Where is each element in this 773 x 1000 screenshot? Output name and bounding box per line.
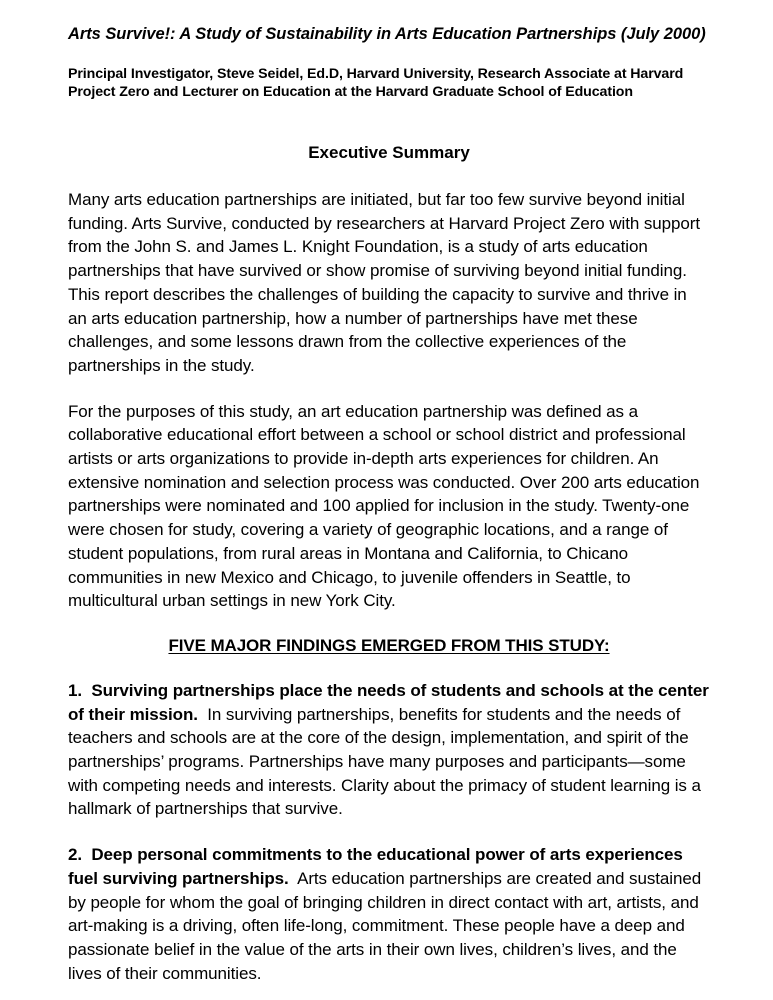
paragraph-intro-1: Many arts education partnerships are initiated, but far too few survive beyond initial funding. Arts Survive, conducted by researchers at Harvard Project Zero with support from the John S. and James L. Knight Foundation, is a study of arts education partnerships that have survived or show promise of surviving beyond initial funding. This report describes the challenges of building the capacity to survive and thrive in an arts education partnership, how a number of partnerships have met these challenges, and some lessons drawn from the collective experiences of the partnerships in the study. — [68, 190, 701, 375]
finding-lead-text: Surviving partnerships place the needs of students and schools at the center of their mission. — [68, 680, 709, 724]
finding-item — [68, 843, 710, 985]
finding-lead-text: Deep personal commitments to the educational power of arts experiences fuel surviving partnerships. — [68, 845, 683, 888]
finding-number: 2. — [68, 845, 83, 865]
finding-item — [68, 679, 710, 821]
document-title: Arts Survive!: A Study of Sustainability in Arts Education Partnerships (July 2000) — [68, 25, 706, 43]
finding-body-text: Arts education partnerships are created and sustained by people for whom the goal of bringing children in direct contact with art, artists, and art-making is a driving, often life-long, commitment. These people have a deep and passionate belief in the value of the arts in their own lives, children’s lives, and the lives of their communities. — [68, 868, 702, 983]
paragraph-intro-2: For the purposes of this study, an art education partnership was defined as a collaborative educational effort between a school or school district and professional artists or arts organizations to provide in-depth arts experiences for children. An extensive nomination and selection process was conducted. Over 200 arts education partnerships were nominated and 100 applied for inclusion in the study. Twenty-one were chosen for study, covering a variety of geographic locations, and a range of student populations, from rural areas in Montana and California, to Chicano communities in new Mexico and Chicago, to juvenile offenders in Seattle, to multicultural urban settings in new York City. — [68, 401, 700, 611]
five-major-findings-heading: FIVE MAJOR FINDINGS EMERGED FROM THIS STUDY: — [168, 635, 610, 655]
finding-body-text: In surviving partnerships, benefits for students and the needs of teachers and schools are at the core of the design, implementation, and spirit of the partnerships’ programs. Partnerships have many purposes and participants—some with competing needs and interests. Clarity about the primacy of student learning is a hallmark of partnerships that survive. — [68, 704, 701, 819]
executive-summary-heading: Executive Summary — [308, 143, 470, 162]
finding-number: 1. — [68, 680, 83, 700]
document-byline: Principal Investigator, Steve Seidel, Ed.D, Harvard University, Research Associate at Harvard Project Zero and Lecturer on Education at the Harvard Graduate School of Education — [68, 66, 684, 100]
